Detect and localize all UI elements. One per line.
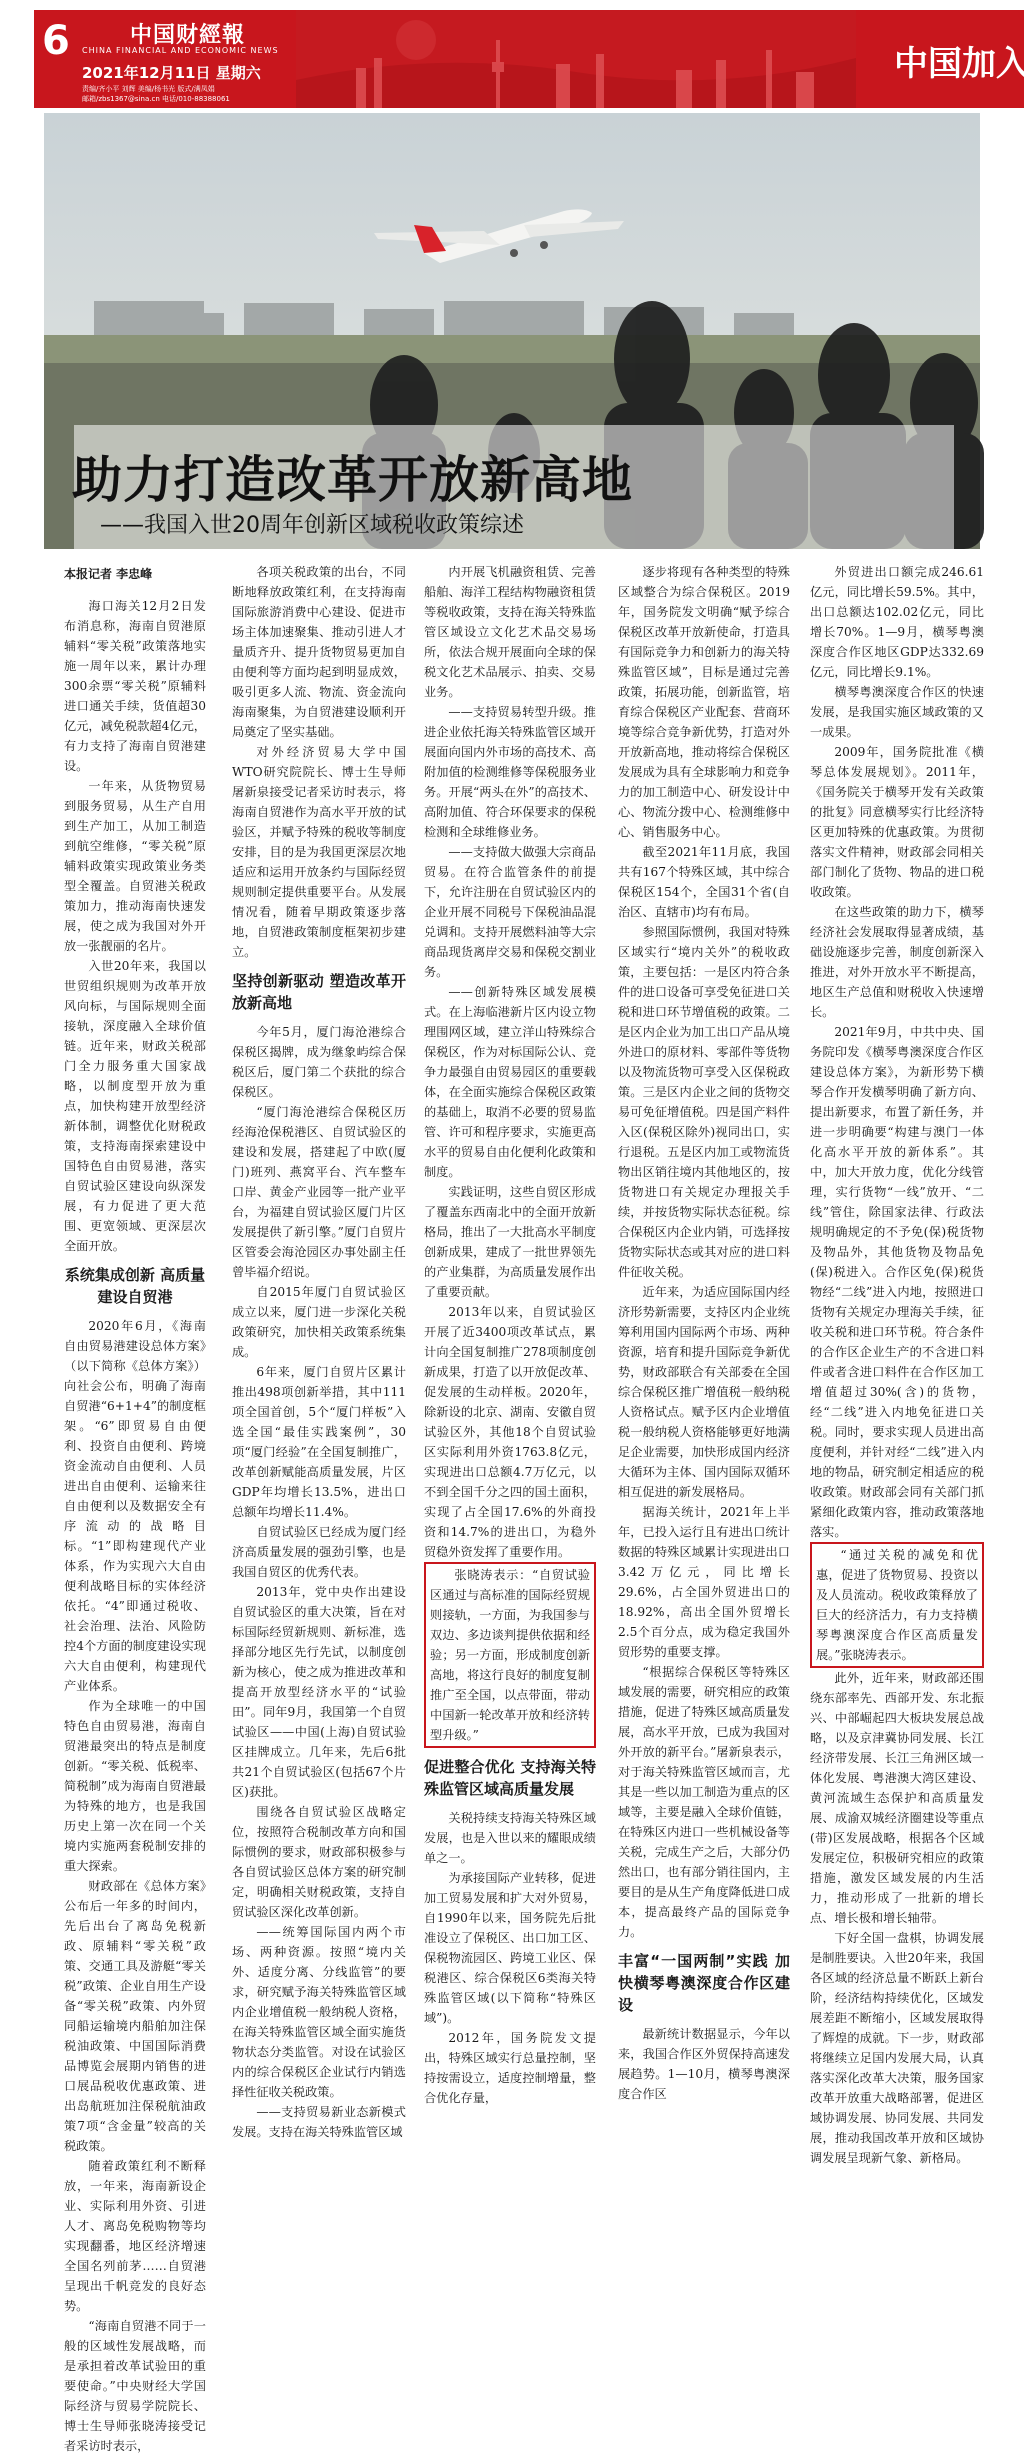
- paragraph: ——支持做大做强大宗商品贸易。在符合监管条件的前提下，允许注册在自贸试验区内的企业开展不同税号下保税油品混兑调和。支持开展燃料油等大宗商品现货离岸交易和保税交割业务。: [424, 845, 596, 979]
- paragraph: 2013年以来，自贸试验区开展了近3400项改革试点，累计向全国复制推广278项制度创新成果，打造了以开放促改革、促发展的生动样板。2020年，除新设的北京、湖南、安徽自贸试验区外，其他18个自贸试验区实际利用外资1763.8亿元，实现进出口总额4.7万亿元，以不到全国千分之四的国土面积，实现了占全国17.6%的外商投资和14.7%的进出口，为稳外贸稳外资发挥了重要作用。: [424, 1305, 596, 1559]
- section-heading: 丰富“一国两制”实践 加快横琴粤澳深度合作区建设: [618, 1952, 790, 2014]
- paragraph: 参照国际惯例，我国对特殊区域实行“境内关外”的税收政策，主要包括：一是区内符合条件的进口设备可享受免征进口关税和进口环节增值税的政策。二是区内企业为加工出口产品从境外进口的原材料、零部件等货物以及物流货物可享受入区保税政策。三是区内企业之间的货物交易可免征增值税。四是国产料件入区(保税区除外)视同出口，实行退税。五是区内加工或物流货物出区销往境内其他地区的，按货物进口有关规定办理报关手续，并按货物实际状态征税。综合保税区内企业内销，可选择按货物实际状态或其对应的进口料件征收关税。: [618, 925, 790, 1279]
- masthead: [34, 10, 1030, 108]
- paragraph: 下好全国一盘棋，协调发展是制胜要诀。入世20年来，我国各区域的经济总量不断跃上新台阶，经济结构持续优化，区域发展差距不断缩小，区域发展取得了辉煌的成就。下一步，财政部将继续立足国内发展大局，认真落实深化改革大决策，服务国家改革开放重大战略部署，促进区域协调发展、协同发展、共同发展，推动我国改革开放和区域协调发展呈现新气象、新格局。: [810, 1931, 984, 2165]
- article-column-3: [424, 562, 596, 2105]
- quote-text: “通过关税的减免和优惠，促进了货物贸易、投资以及人员流动。税收政策释放了巨大的经济活力，有力支持横琴粤澳深度合作区高质量发展。”张晓涛表示。: [816, 1548, 978, 1662]
- paragraph: 作为全球唯一的中国特色自由贸易港，海南自贸港最突出的特点是制度创新。“零关税、低税率、简税制”成为海南自贸港最为特殊的地方，也是我国历史上第一次在同一个关境内实施两套税制安排的重大探索。: [64, 1699, 206, 1873]
- paragraph: ——统筹国际国内两个市场、两种资源。按照“境内关外、适度分离、分线监管”的要求，研究赋予海关特殊监管区域内企业增值税一般纳税人资格，在海关特殊监管区域全面实施货物状态分类监管。对设在试验区内的综合保税区企业试行内销选择性征收关税政策。: [232, 1925, 406, 2099]
- paragraph: “根据综合保税区等特殊区域发展的需要，研究相应的政策措施，促进了特殊区域高质量发展，高水平开放，已成为我国对外开放的新平台。”屠新泉表示，对于海关特殊监管区域而言，尤其是一些以加工制造为重点的区域等，主要是融入全球价值链，在特殊区内进口一些机械设备等关税，完成生产之后，大部分仍然出口，也有部分销往国内，主要目的是从生产角度降低进口成本，提高最终产品的国际竞争力。: [618, 1665, 790, 1939]
- quote-text: 张晓涛表示：“自贸试验区通过与高标准的国际经贸规则接轨，一方面，为我国参与双边、多边谈判提供依据和经验；另一方面，形成制度创新高地，将这行良好的制度复制推广至全国，以点带面，带动中国新一轮改革开放和经济转型升级。”: [430, 1568, 590, 1742]
- section-heading: 促进整合优化 支持海关特殊监管区域高质量发展: [424, 1758, 596, 1798]
- paragraph: 各项关税政策的出台，不同断地释放政策红利，在支持海南国际旅游消费中心建设、促进市场主体加速聚集、推动引进人才量质齐升、提升货物贸易更加自由便利等方面均起到明显成效，吸引更多人流、物流、资金流向海南聚集，为自贸港建设顺利开局奠定了坚实基础。: [232, 565, 406, 739]
- paragraph: 实践证明，这些自贸区形成了覆盖东西南北中的全面开放新格局，推出了一大批高水平制度创新成果，建成了一批世界领先的产业集群，为高质量发展作出了重要贡献。: [424, 1185, 596, 1299]
- paragraph: 财政部在《总体方案》公布后一年多的时间内，先后出台了离岛免税新政、原辅料“零关税”政策、交通工具及游艇“零关税”政策、企业自用生产设备“零关税”政策、内外贸同船运输境内船舶加注保税油政策、中国国际消费品博览会展期内销售的进口展品税收优惠政策、进出岛航班加注保税航油政策7项“含金量”较高的关税政策。: [64, 1879, 206, 2153]
- paragraph: 2021年9月，中共中央、国务院印发《横琴粤澳深度合作区建设总体方案》，为新形势下横琴合作开发横琴明确了新方向、提出新要求，布置了新任务，并进一步明确要“构建与澳门一体化高水平开放的新体系”。其中，加大开放力度，优化分线管理，实行货物“一线”放开、“二线”管住，除国家法律、行政法规明确规定的不予免(保)税货物及物品外，其他货物及物品免(保)税进入。合作区免(保)税货物经“二线”进入内地，按照进口货物有关规定办理海关手续，征收关税和进口环节税。符合条件的合作区企业生产的不含进口料件或者含进口料件在合作区加工增值超过30%(含)的货物，经“二线”进入内地免征进口关税。同时，要求实现人员进出高度便利，并针对经“二线”进入内地的物品，研究制定相适应的税收政策。财政部会同有关部门抓紧细化政策内容，推动政策落地落实。: [810, 1025, 984, 1539]
- paragraph: 今年5月，厦门海沧港综合保税区揭牌，成为继象屿综合保税区后，厦门第二个获批的综合保税区。: [232, 1025, 406, 1099]
- paragraph: 入世20年来，我国以世贸组织规则为改革开放风向标，与国际规则全面接轨，深度融入全球价值链。近年来，财政关税部门全力服务重大国家战略，以制度型开放为重点，加快构建开放型经济新体制，调整优化财税政策，支持海南探索建设中国特色自由贸易港，落实自贸试验区建设向纵深发展，有力促进了更大范围、更宽领域、更深层次全面开放。: [64, 959, 206, 1253]
- highlighted-quote-box: [424, 1562, 596, 1748]
- masthead-skyline-art: [296, 10, 856, 108]
- paragraph: 在这些政策的助力下，横琴经济社会发展取得显著成绩，基础设施逐步完善，制度创新深入推进，对外开放水平不断提高，地区生产总值和财税收入快速增长。: [810, 905, 984, 1019]
- paragraph: 2012年，国务院发文提出，特殊区域实行总量控制，坚持按需设立，适度控制增量，整合优化存量，: [424, 2031, 596, 2105]
- contact-line: 邮箱/zbs1367@sina.cn 电话/010-88388061: [82, 95, 230, 103]
- page-number: 6: [42, 18, 70, 64]
- paragraph: 逐步将现有各种类型的特殊区域整合为综合保税区。2019年，国务院发文明确“赋予综合保税区改革开放新使命，打造具有国际竞争力和创新力的海关特殊监管区域”，目标是通过完善政策，拓展功能，创新监管，培育综合保税区产业配套、营商环境等综合竞争新优势，打造对外开放新高地，推动将综合保税区发展成为具有全球影响力和竞争力的加工制造中心、研发设计中心、物流分拨中心、检测维修中心、销售服务中心。: [618, 565, 790, 839]
- article-column-2: [232, 562, 406, 2139]
- paragraph: 海口海关12月2日发布消息称，海南自贸港原辅料“零关税”政策落地实施一周年以来，累计办理300余票“零关税”原辅料进口通关手续，货值超30亿元，减免税款超4亿元，有力支持了海南自贸港建设。: [64, 599, 206, 773]
- section-heading: 坚持创新驱动 塑造改革开放新高地: [232, 972, 406, 1012]
- section-title: 中国加入: [894, 44, 1030, 84]
- byline: 本报记者 李忠峰: [64, 567, 153, 581]
- paragraph: 一年来，从货物贸易到服务贸易，从生产自用到生产加工，从加工制造到航空维修，“零关税”原辅料政策实现政策业务类型全覆盖。自贸港关税政策加力，推动海南快速发展，使之成为我国对外开放一张靓丽的名片。: [64, 779, 206, 953]
- paragraph: 截至2021年11月底，我国共有167个特殊区域，其中综合保税区154个，全国31个省(自治区、直辖市)均有布局。: [618, 845, 790, 919]
- paragraph: 最新统计数据显示，今年以来，我国合作区外贸保持高速发展趋势。1—10月，横琴粤澳深度合作区: [618, 2027, 790, 2101]
- headline-title: 助力打造改革开放新高地: [72, 450, 633, 509]
- paragraph: 随着政策红利不断释放，一年来，海南新设企业、实际利用外资、引进人才、离岛免税购物等均实现翻番，地区经济增速全国名列前茅……自贸港呈现出千帆竞发的良好态势。: [64, 2159, 206, 2313]
- paragraph: 关税持续支持海关特殊区域发展，也是入世以来的耀眼成绩单之一。: [424, 1811, 596, 1865]
- paragraph: 横琴粤澳深度合作区的快速发展，是我国实施区域政策的又一成果。: [810, 685, 984, 739]
- paragraph: 2009年，国务院批准《横琴总体发展规划》。2011年，《国务院关于横琴开发有关政策的批复》同意横琴实行比经济特区更加特殊的优惠政策。为贯彻落实文件精神，财政部会同相关部门制化了货物、物品的进口税收政策。: [810, 745, 984, 899]
- paragraph: 对外经济贸易大学中国WTO研究院院长、博士生导师屠新泉接受记者采访时表示，将海南自贸港作为高水平开放的试验区，并赋予特殊的税收等制度安排，目的是为我国更深层次地适应和运用开放条约与国际经贸规则制定提供重要平台。从发展情况看，随着早期政策逐步落地，自贸港政策制度框架初步建立。: [232, 745, 406, 959]
- paragraph: “海南自贸港不同于一般的区域性发展战略，而是承担着改革试验田的重要使命。”中央财经大学国际经济与贸易学院院长、博士生导师张晓涛接受记者采访时表示，: [64, 2319, 206, 2453]
- article-column-5: [810, 562, 984, 2165]
- paragraph: 自贸试验区已经成为厦门经济高质量发展的强劲引擎，也是我国自贸区的优秀代表。: [232, 1525, 406, 1579]
- paragraph: 2020年6月，《海南自由贸易港建设总体方案》（以下简称《总体方案》）向社会公布，明确了海南自贸港“6+1+4”的制度框架。“6”即贸易自由便利、投资自由便利、跨境资金流动自由便利、人员进出自由便利、运输来往自由便利以及数据安全有序流动的战略目标。“1”即构建现代产业体系，作为实现六大自由便利战略目标的实体经济依托。“4”即通过税收、社会治理、法治、风险防控4个方面的制度建设实现六大自由便利，构建现代产业体系。: [64, 1319, 206, 1693]
- paragraph: 2013年，党中央作出建设自贸试验区的重大决策，旨在对标国际经贸新规则、新标准，选择部分地区先行先试，以制度创新为核心，使之成为推进改革和提高开放型经济水平的“试验田”。同年9月，我国第一个自贸试验区——中国(上海)自贸试验区挂牌成立。几年来，先后6批共21个自贸试验区(包括67个片区)获批。: [232, 1585, 406, 1799]
- newspaper-english-name: CHINA FINANCIAL AND ECONOMIC NEWS: [82, 46, 279, 55]
- paragraph: 围绕各自贸试验区战略定位，按照符合税制改革方向和国际惯例的要求，财政部积极参与各自贸试验区总体方案的研究制定，明确相关财税政策，支持自贸试验区深化改革创新。: [232, 1805, 406, 1919]
- paragraph: ——创新特殊区域发展模式。在上海临港新片区内设立物理围网区域，建立洋山特殊综合保税区，作为对标国际公认、竞争力最强自由贸易园区的重要载体，在全面实施综合保税区政策的基础上，取消不必要的贸易监管、许可和程序要求，实施更高水平的贸易自由化便利化政策和制度。: [424, 985, 596, 1179]
- paragraph: “厦门海沧港综合保税区历经海沧保税港区、自贸试验区的建设和发展，搭建起了中欧(厦门)班列、燕窝平台、汽车整车口岸、黄金产业园等一批产业平台，为福建自贸试验区厦门片区发展提供了新引擎。”厦门自贸片区管委会海沧园区办事处副主任曾毕福介绍说。: [232, 1105, 406, 1279]
- paragraph: ——支持贸易新业态新模式发展。支持在海关特殊监管区域: [232, 2105, 406, 2139]
- staff-line: 责编/齐小平 刘辉 美编/杨书光 版式/满凤娟: [82, 85, 215, 93]
- paragraph: 外贸进出口额完成246.61亿元，同比增长59.5%。其中，出口总额达102.02亿元，同比增长70%。1—9月，横琴粤澳深度合作区地区GDP达332.69亿元，同比增长9.1%。: [810, 565, 984, 679]
- paragraph: 内开展飞机融资租赁、完善船舶、海洋工程结构物融资租赁等税收政策，支持在海关特殊监管区域设立文化艺术品交易场所，依法合规开展面向全球的保税文化艺术品展示、拍卖、交易业务。: [424, 565, 596, 699]
- headline-block: [70, 430, 970, 540]
- editorial-staff: [82, 84, 292, 104]
- article-column-4: [618, 562, 790, 2101]
- section-heading: 系统集成创新 高质量建设自贸港: [64, 1266, 206, 1306]
- paragraph: 6年来，厦门自贸片区累计推出498项创新举措，其中111项全国首创，5个“厦门样板”入选全国“最佳实践案例”，30项“厦门经验”在全国复制推广，改革创新赋能高质量发展，片区GDP年均增长13.5%，进出口总额年均增长11.4%。: [232, 1365, 406, 1519]
- highlighted-quote-box: [810, 1542, 984, 1668]
- paragraph: 近年来，为适应国际国内经济形势新需要，支持区内企业统筹利用国内国际两个市场、两种资源，培育和提升国际竞争新优势，财政部联合有关部委在全国综合保税区推广增值税一般纳税人资格试点。赋予区内企业增值税一般纳税人资格能够更好地满足企业需要，加快形成国内经济大循环为主体、国内国际双循环相互促进的新发展格局。: [618, 1285, 790, 1499]
- article-column-1: [64, 562, 206, 2453]
- paragraph: 据海关统计，2021年上半年，已投入运行且有进出口统计数据的特殊区域累计实现进出口3.42万亿元，同比增长29.6%，占全国外贸进出口的18.92%，高出全国外贸增长2.5个百分点，成为稳定我国外贸形势的重要支撑。: [618, 1505, 790, 1659]
- paragraph: 自2015年厦门自贸试验区成立以来，厦门进一步深化关税政策研究，加快相关政策系统集成。: [232, 1285, 406, 1359]
- issue-date: 2021年12月11日 星期六: [82, 64, 261, 82]
- headline-subtitle: ——我国入世20周年创新区域税收政策综述: [100, 513, 524, 538]
- paragraph: 为承接国际产业转移，促进加工贸易发展和扩大对外贸易，自1990年以来，国务院先后批准设立了保税区、出口加工区、保税物流园区、跨境工业区、保税港区、综合保税区6类海关特殊监管区域(以下简称“特殊区域”)。: [424, 1871, 596, 2025]
- paragraph: 此外，近年来，财政部还围绕东部率先、西部开发、东北振兴、中部崛起四大板块发展总战略，以及京津冀协同发展、长江经济带发展、长江三角洲区域一体化发展、粤港澳大湾区建设、黄河流域生态保护和高质量发展、成渝双城经济圈建设等重点(带)区发展战略，根据各个区域发展定位，积极研究相应的政策措施，激发区域发展的内生活力，推动形成了一批新的增长点、增长极和增长轴带。: [810, 1671, 984, 1925]
- newspaper-logo: 中国财經報: [130, 22, 246, 48]
- paragraph: ——支持贸易转型升级。推进企业依托海关特殊监管区域开展面向国内外市场的高技术、高附加值的检测维修等保税服务业务。开展“两头在外”的高技术、高附加值、符合环保要求的保税检测和全球维修业务。: [424, 705, 596, 839]
